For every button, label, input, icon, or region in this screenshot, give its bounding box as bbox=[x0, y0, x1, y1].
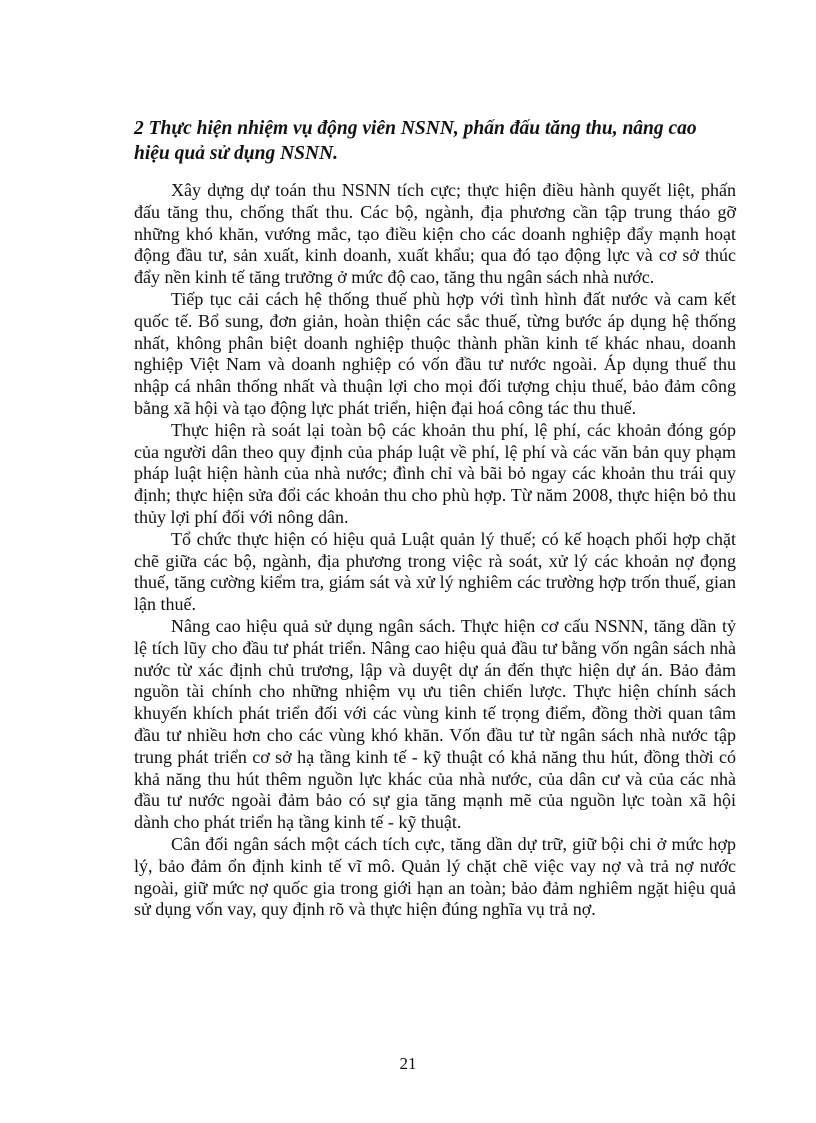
body-text bbox=[134, 180, 736, 921]
paragraph-tax-administration: Tổ chức thực hiện có hiệu quả Luật quản lý thuế; có kế hoạch phối hợp chặt chẽ giữa các bộ, ngành, địa phương trong việc rà soát, xử lý các khoản nợ đọng thuế, tăng cường kiểm tra, giám sát và xử lý nghiêm các trường hợp trốn thuế, gian lận thuế. bbox=[134, 528, 736, 615]
paragraph-tax-reform: Tiếp tục cải cách hệ thống thuế phù hợp với tình hình đất nước và cam kết quốc tế. Bổ sung, đơn giản, hoàn thiện các sắc thuế, từng bước áp dụng hệ thống nhất, không phân biệt doanh nghiệp thuộc thành phần kinh tế khác nhau, doanh nghiệp Việt Nam và doanh nghiệp có vốn đầu tư nước ngoài. Áp dụng thuế thu nhập cá nhân thống nhất và thuận lợi cho mọi đối tượng chịu thuế, bảo đảm công bằng xã hội và tạo động lực phát triển, hiện đại hoá công tác thu thuế. bbox=[134, 288, 736, 418]
page-number: 21 bbox=[399, 1054, 417, 1073]
paragraph-budget-balance: Cân đối ngân sách một cách tích cực, tăng dần dự trữ, giữ bội chi ở mức hợp lý, bảo đảm ổn định kinh tế vĩ mô. Quản lý chặt chẽ việc vay nợ và trả nợ nước ngoài, giữ mức nợ quốc gia trong giới hạn an toàn; bảo đảm nghiêm ngặt hiệu quả sử dụng vốn vay, quy định rõ và thực hiện đúng nghĩa vụ trả nợ. bbox=[134, 833, 736, 920]
paragraph-budget-efficiency: Nâng cao hiệu quả sử dụng ngân sách. Thực hiện cơ cấu NSNN, tăng dần tỷ lệ tích lũy cho đầu tư phát triển. Nâng cao hiệu quả đầu tư bằng vốn ngân sách nhà nước từ xác định chủ trương, lập và duyệt dự án đến thực hiện dự án. Bảo đảm nguồn tài chính cho những nhiệm vụ ưu tiên chiến lược. Thực hiện chính sách khuyến khích phát triển đối với các vùng kinh tế trọng điểm, đồng thời quan tâm đầu tư nhiều hơn cho các vùng khó khăn. Vốn đầu tư từ ngân sách nhà nước tập trung phát triển cơ sở hạ tầng kinh tế - kỹ thuật có khả năng thu hút, đồng thời có khả năng thu hút thêm nguồn lực khác của nhà nước, của dân cư và của các nhà đầu tư nước ngoài đảm bảo có sự gia tăng mạnh mẽ của nguồn lực toàn xã hội dành cho phát triển hạ tầng kinh tế - kỹ thuật. bbox=[134, 615, 736, 833]
paragraph-budget-revenue: Xây dựng dự toán thu NSNN tích cực; thực hiện điều hành quyết liệt, phấn đấu tăng thu, chống thất thu. Các bộ, ngành, địa phương cần tập trung tháo gỡ những khó khăn, vướng mắc, tạo điều kiện cho các doanh nghiệp đẩy mạnh hoạt động đầu tư, sản xuất, kinh doanh, xuất khẩu; qua đó tạo động lực và cơ sở thúc đẩy nền kinh tế tăng trưởng ở mức độ cao, tăng thu ngân sách nhà nước. bbox=[134, 180, 736, 288]
paragraph-fee-review: Thực hiện rà soát lại toàn bộ các khoản thu phí, lệ phí, các khoản đóng góp của người dân theo quy định của pháp luật về phí, lệ phí và các văn bản quy phạm pháp luật hiện hành của nhà nước; đình chỉ và bãi bỏ ngay các khoản thu trái quy định; thực hiện sửa đổi các khoản thu cho phù hợp. Từ năm 2008, thực hiện bỏ thu thủy lợi phí đối với nông dân. bbox=[134, 419, 736, 527]
section-heading: 2 Thực hiện nhiệm vụ động viên NSNN, phấn đấu tăng thu, nâng cao hiệu quả sử dụng NSNN. bbox=[134, 118, 697, 164]
